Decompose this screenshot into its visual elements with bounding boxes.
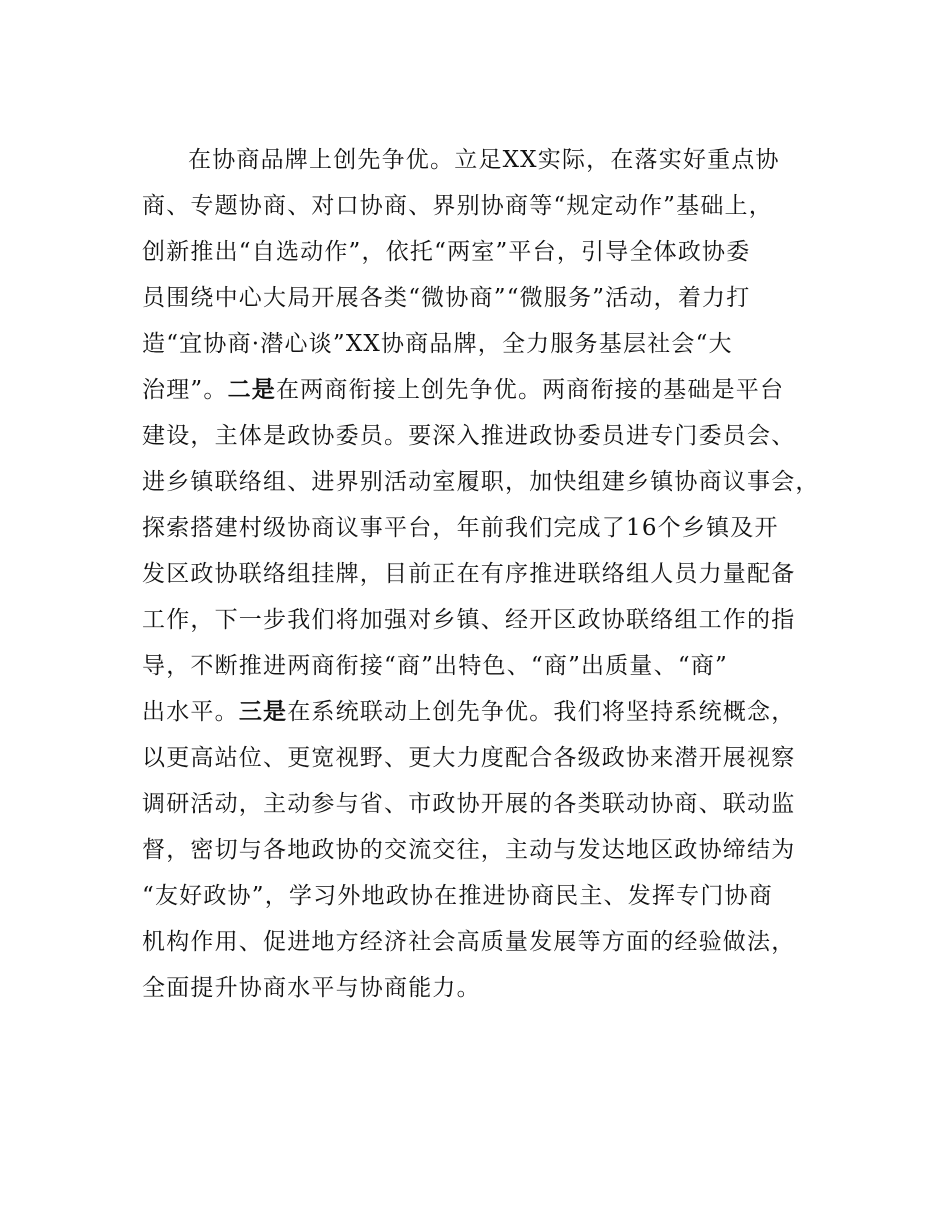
text-line: 商、专题协商、对口协商、界别协商等“规定动作”基础上， bbox=[142, 193, 773, 219]
text-line: 建设，主体是政协委员。要深入推进政协委员进专门委员会、 bbox=[142, 423, 796, 449]
text-run: 在系统联动上创先争优。我们将坚持系统概念， bbox=[287, 699, 796, 725]
text-line: 进乡镇联络组、进界别活动室履职，加快组建乡镇协商议事会， bbox=[142, 469, 820, 495]
text-line bbox=[142, 367, 822, 413]
bold-marker-second: 二是 bbox=[227, 376, 276, 403]
text-line: 督，密切与各地政协的交流交往，主动与发达地区政协缔结为 bbox=[142, 837, 796, 863]
text-line: “友好政协”，学习外地政协在推进协商民主、发挥专门协商 bbox=[142, 883, 773, 909]
text-line: 全面提升协商水平与协商能力。 bbox=[142, 975, 481, 1001]
text-line: 在协商品牌上创先争优。立足XX实际，在落实好重点协 bbox=[188, 147, 780, 173]
text-line: 以更高站位、更宽视野、更大力度配合各级政协来潜开展视察 bbox=[142, 745, 796, 771]
text-line: 调研活动，主动参与省、市政协开展的各类联动协商、联动监 bbox=[142, 791, 796, 817]
text-line bbox=[142, 689, 822, 735]
text-run: 在两商衔接上创先争优。两商衔接的基础是平台 bbox=[275, 377, 785, 403]
text-line: 创新推出“自选动作”，依托“两室”平台，引导全体政协委 bbox=[142, 239, 751, 265]
text-run: 治理”。 bbox=[142, 377, 228, 403]
text-line: 导，不断推进两商衔接“商”出特色、“商”出质量、“商” bbox=[142, 653, 728, 679]
bold-marker-third: 三是 bbox=[238, 698, 288, 725]
text-line: 工作，下一步我们将加强对乡镇、经开区政协联络组工作的指 bbox=[142, 607, 796, 633]
text-line: 发区政协联络组挂牌，目前正在有序推进联络组人员力量配备 bbox=[142, 561, 796, 587]
text-line: 机构作用、促进地方经济社会高质量发展等方面的经验做法， bbox=[142, 929, 796, 955]
text-line: 造“宜协商·潜心谈”XX协商品牌，全力服务基层社会“大 bbox=[142, 331, 733, 357]
text-line: 探索搭建村级协商议事平台，年前我们完成了16个乡镇及开 bbox=[142, 515, 779, 541]
text-run: 出水平。 bbox=[142, 699, 239, 725]
body-paragraph bbox=[142, 137, 822, 1011]
text-line: 员围绕中心大局开展各类“微协商”“微服务”活动，着力打 bbox=[142, 285, 751, 311]
